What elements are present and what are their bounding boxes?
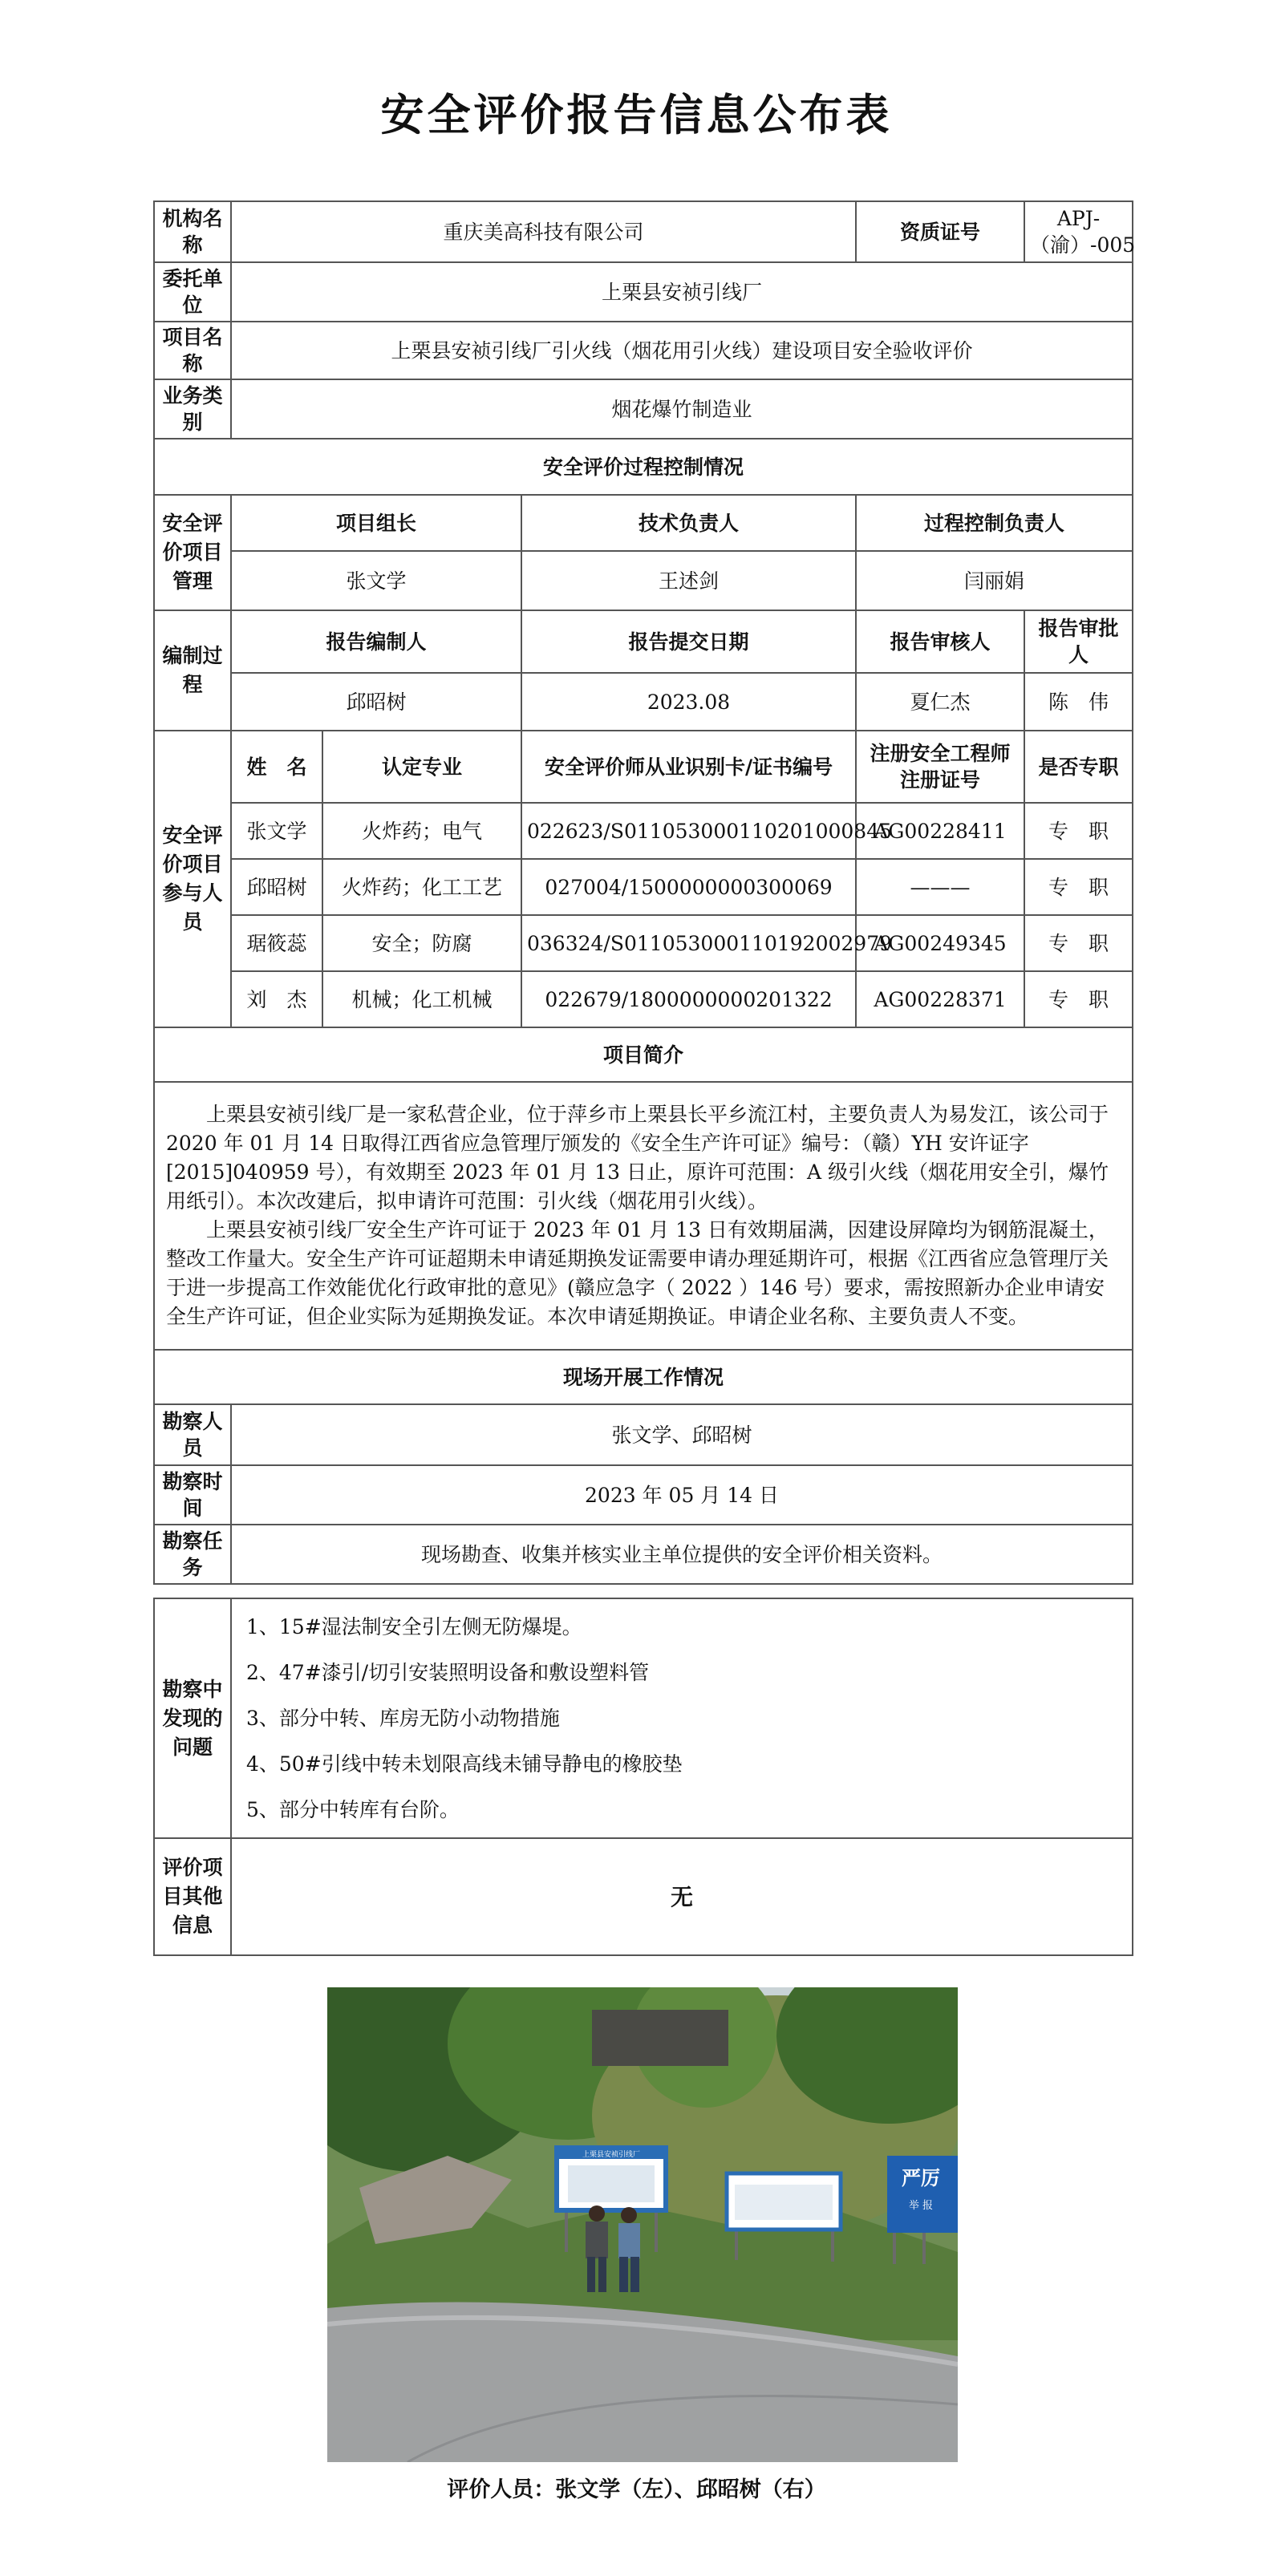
member-reg: ——— xyxy=(856,859,1024,915)
mgmt-value: 闫丽娟 xyxy=(856,551,1133,610)
compile-value: 邱昭树 xyxy=(231,673,521,731)
compile-label: 编制过程 xyxy=(154,610,231,731)
compile-header: 报告审批人 xyxy=(1024,610,1133,673)
site-people-value: 张文学、邱昭树 xyxy=(231,1404,1133,1465)
project-value: 上栗县安祯引线厂引火线（烟花用引火线）建设项目安全验收评价 xyxy=(231,322,1133,379)
info-table xyxy=(153,200,1136,1585)
member-major: 安全；防腐 xyxy=(322,915,521,971)
member-fulltime: 专 职 xyxy=(1024,859,1133,915)
site-time-value: 2023 年 05 月 14 日 xyxy=(231,1465,1133,1525)
members-label: 安全评价项目参与人员 xyxy=(154,731,231,1027)
issue-item: 4、50#引线中转未划限高线未铺导静电的橡胶垫 xyxy=(246,1752,683,1776)
compile-header: 报告编制人 xyxy=(231,610,521,673)
client-label: 委托单位 xyxy=(154,262,231,322)
sign-text: 严厉 xyxy=(902,2167,940,2189)
issue-item: 3、部分中转、库房无防小动物措施 xyxy=(246,1707,560,1730)
member-major: 火炸药；化工工艺 xyxy=(322,859,521,915)
member-name: 张文学 xyxy=(231,803,322,859)
client-value: 上栗县安祯引线厂 xyxy=(231,262,1133,322)
intro-paragraph: 上栗县安祯引线厂安全生产许可证于 2023 年 01 月 13 日有效期届满，因建设屏障均为钢筋混凝土，整改工作量大。安全生产许可证超期未申请延期换发证需要申请办理延期许可，根据《江西省应急管理厅关于进一步提高工作效能优化行政审批的意见》(赣应急字（ 2022 ）146 号）要求，需按照新办企业申请安全生产许可证，但企业实际为延期换发证。本次申请延期换证。申请企业名称、主要负责人不变。 xyxy=(166,1218,1109,1328)
issue-item: 5、部分中转库有台阶。 xyxy=(246,1798,460,1821)
issues-list xyxy=(231,1598,1133,1838)
member-name: 刘 杰 xyxy=(231,971,322,1027)
site-task-value: 现场勘查、收集并核实业主单位提供的安全评价相关资料。 xyxy=(231,1525,1133,1584)
cert-value: APJ-（渝）-005 xyxy=(1024,201,1133,262)
member-fulltime: 专 职 xyxy=(1024,971,1133,1027)
mgmt-header: 技术负责人 xyxy=(521,495,856,551)
member-card: 027004/1500000000300069 xyxy=(521,859,856,915)
member-fulltime: 专 职 xyxy=(1024,803,1133,859)
member-card: 022623/S011053000110201000845 xyxy=(521,803,856,859)
compile-header: 报告提交日期 xyxy=(521,610,856,673)
mgmt-value: 王述剑 xyxy=(521,551,856,610)
issues-label: 勘察中发现的问题 xyxy=(154,1598,231,1838)
biz-label: 业务类别 xyxy=(154,379,231,439)
issues-table xyxy=(153,1598,1133,1956)
member-reg: AG00228371 xyxy=(856,971,1024,1027)
member-major: 机械；化工机械 xyxy=(322,971,521,1027)
compile-value: 夏仁杰 xyxy=(856,673,1024,731)
other-info-label: 评价项目其他信息 xyxy=(154,1838,231,1955)
member-name: 琚筱蕊 xyxy=(231,915,322,971)
mgmt-header: 项目组长 xyxy=(231,495,521,551)
compile-header: 报告审核人 xyxy=(856,610,1024,673)
compile-value: 陈 伟 xyxy=(1024,673,1133,731)
member-reg: AG00249345 xyxy=(856,915,1024,971)
site-time-label: 勘察时间 xyxy=(154,1465,231,1525)
process-section-title: 安全评价过程控制情况 xyxy=(154,439,1133,495)
site-section-title: 现场开展工作情况 xyxy=(154,1350,1133,1404)
member-header: 是否专职 xyxy=(1024,731,1133,803)
member-name: 邱昭树 xyxy=(231,859,322,915)
project-label: 项目名称 xyxy=(154,322,231,379)
other-info-value: 无 xyxy=(231,1838,1133,1955)
mgmt-value: 张文学 xyxy=(231,551,521,610)
member-header: 安全评价师从业识别卡/证书编号 xyxy=(521,731,856,803)
page-title: 安全评价报告信息公布表 xyxy=(380,89,893,140)
member-header: 认定专业 xyxy=(322,731,521,803)
site-people-label: 勘察人员 xyxy=(154,1404,231,1465)
compile-value: 2023.08 xyxy=(521,673,856,731)
member-header: 姓 名 xyxy=(231,731,322,803)
intro-paragraph: 上栗县安祯引线厂是一家私营企业，位于萍乡市上栗县长平乡流江村，主要负责人为易发江，该公司于 2020 年 01 月 14 日取得江西省应急管理厅颁发的《安全生产许可证》编号：（赣）YH 安许证字[2015]040959 号），有效期至 2023 年 01 月 13 日止，原许可范围：A 级引火线（烟花用安全引，爆竹用纸引）。本次改建后，拟申请许可范围：引火线（烟花用引火线）。 xyxy=(166,1103,1109,1213)
site-photo xyxy=(327,1987,958,2462)
member-card: 036324/S011053000110192002979 xyxy=(521,915,856,971)
biz-value: 烟花爆竹制造业 xyxy=(231,379,1133,439)
org-label: 机构名称 xyxy=(154,201,231,262)
photo-caption: 评价人员：张文学（左）、邱昭树（右） xyxy=(447,2477,826,2502)
intro-text xyxy=(154,1082,1133,1350)
member-reg: AG00228411 xyxy=(856,803,1024,859)
site-task-label: 勘察任务 xyxy=(154,1525,231,1584)
mgmt-label: 安全评价项目管理 xyxy=(154,495,231,610)
mgmt-header: 过程控制负责人 xyxy=(856,495,1133,551)
member-fulltime: 专 职 xyxy=(1024,915,1133,971)
intro-section-title: 项目简介 xyxy=(154,1027,1133,1082)
cert-label: 资质证号 xyxy=(856,201,1024,262)
member-card: 022679/1800000000201322 xyxy=(521,971,856,1027)
issue-item: 2、47#漆引/切引安装照明设备和敷设塑料管 xyxy=(246,1661,650,1684)
sign-text: 举 报 xyxy=(908,2200,934,2212)
org-value: 重庆美高科技有限公司 xyxy=(231,201,856,262)
sign-text: 上栗县安祯引线厂 xyxy=(582,2151,641,2159)
issue-item: 1、15#湿法制安全引左侧无防爆堤。 xyxy=(246,1615,582,1638)
member-header: 注册安全工程师注册证号 xyxy=(856,731,1024,803)
member-major: 火炸药；电气 xyxy=(322,803,521,859)
